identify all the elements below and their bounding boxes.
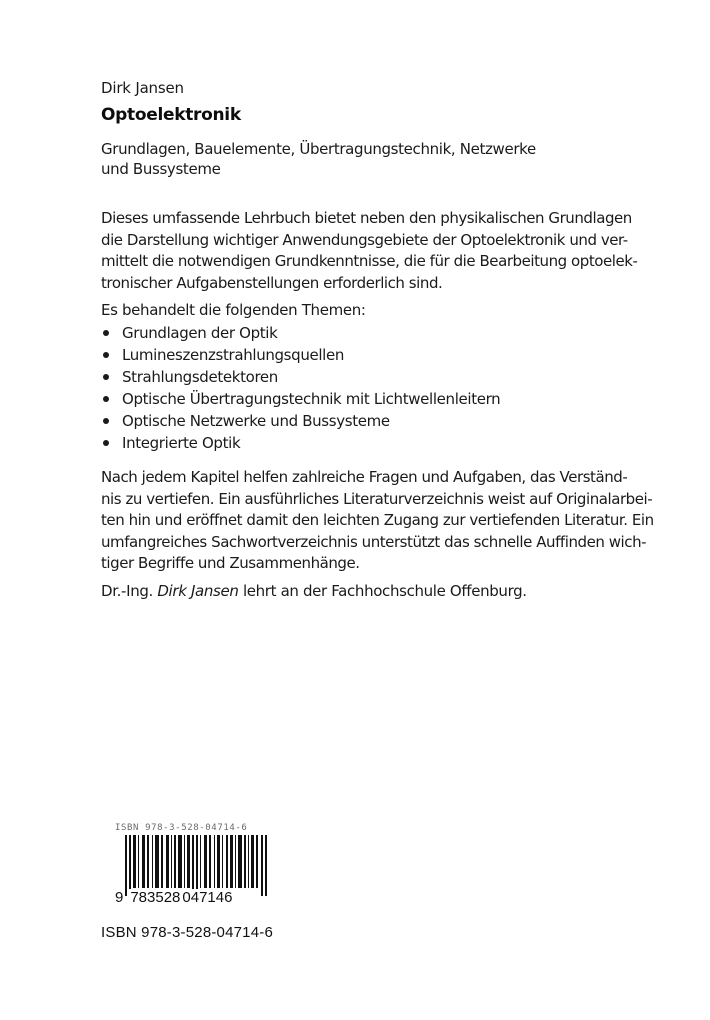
book-title: Optoelektronik	[101, 105, 241, 125]
barcode-bars	[125, 835, 267, 896]
bullet-icon	[103, 396, 109, 402]
bullet-icon	[103, 374, 109, 380]
text-line: tronischer Aufgabenstellungen erforderlich sind.	[101, 273, 443, 292]
bullet-icon	[103, 418, 109, 424]
author-bio	[101, 582, 527, 600]
theme-label: Integrierte Optik	[122, 434, 241, 452]
bio-author-name: Dirk Jansen	[157, 582, 239, 600]
theme-item	[101, 432, 500, 454]
bullet-icon	[103, 330, 109, 336]
themes-intro: Es behandelt die folgenden Themen:	[101, 301, 366, 319]
isbn-barcode	[115, 823, 275, 913]
description-paragraph-2	[101, 467, 654, 575]
author-name: Dirk Jansen	[101, 79, 184, 97]
book-subtitle	[101, 139, 621, 179]
barcode-digits-right: 047146	[182, 889, 233, 906]
barcode-top-label: ISBN 978-3-528-04714-6	[115, 823, 248, 833]
text-line: die Darstellung wichtiger Anwendungsgebiete der Optoelektronik und ver-	[101, 230, 628, 249]
barcode-digits-left: 783528	[130, 889, 181, 906]
theme-item	[101, 410, 500, 432]
theme-label: Optische Netzwerke und Bussysteme	[122, 412, 390, 430]
theme-item	[101, 344, 500, 366]
isbn-number: ISBN 978-3-528-04714-6	[101, 924, 274, 941]
subtitle-line: Grundlagen, Bauelemente, Übertragungstechnik, Netzwerke	[101, 140, 536, 158]
bio-suffix: lehrt an der Fachhochschule Offenburg.	[238, 582, 527, 600]
themes-list	[101, 322, 500, 454]
bullet-icon	[103, 440, 109, 446]
text-line: ten hin und eröffnet damit den leichten Zugang zur vertiefenden Literatur. Ein	[101, 511, 654, 529]
subtitle-line: und Bussysteme	[101, 160, 221, 178]
text-line: mittelt die notwendigen Grundkenntnisse, die für die Bearbeitung optoelek-	[101, 252, 638, 270]
text-line: umfangreiches Sachwortverzeichnis unterstützt das schnelle Auffinden wich-	[101, 532, 647, 551]
barcode-digits	[115, 889, 233, 906]
theme-label: Optische Übertragungstechnik mit Lichtwellenleitern	[122, 390, 501, 408]
text-line: Dieses umfassende Lehrbuch bietet neben den physikalischen Grundlagen	[101, 209, 632, 227]
bio-prefix: Dr.-Ing.	[101, 582, 158, 600]
bullet-icon	[103, 352, 109, 358]
text-line: tiger Begriffe und Zusammenhänge.	[101, 554, 360, 572]
theme-label: Grundlagen der Optik	[122, 324, 278, 342]
text-line: Nach jedem Kapitel helfen zahlreiche Fragen und Aufgaben, das Verständ-	[101, 468, 628, 486]
text-line: nis zu vertiefen. Ein ausführliches Literaturverzeichnis weist auf Originalarbei-	[101, 489, 653, 508]
theme-item	[101, 366, 500, 388]
description-paragraph-1	[101, 208, 638, 294]
theme-label: Strahlungsdetektoren	[122, 368, 278, 386]
theme-item	[101, 322, 500, 344]
barcode-digit-first: 9	[115, 889, 124, 906]
theme-label: Lumineszenzstrahlungsquellen	[122, 346, 345, 364]
theme-item	[101, 388, 500, 410]
